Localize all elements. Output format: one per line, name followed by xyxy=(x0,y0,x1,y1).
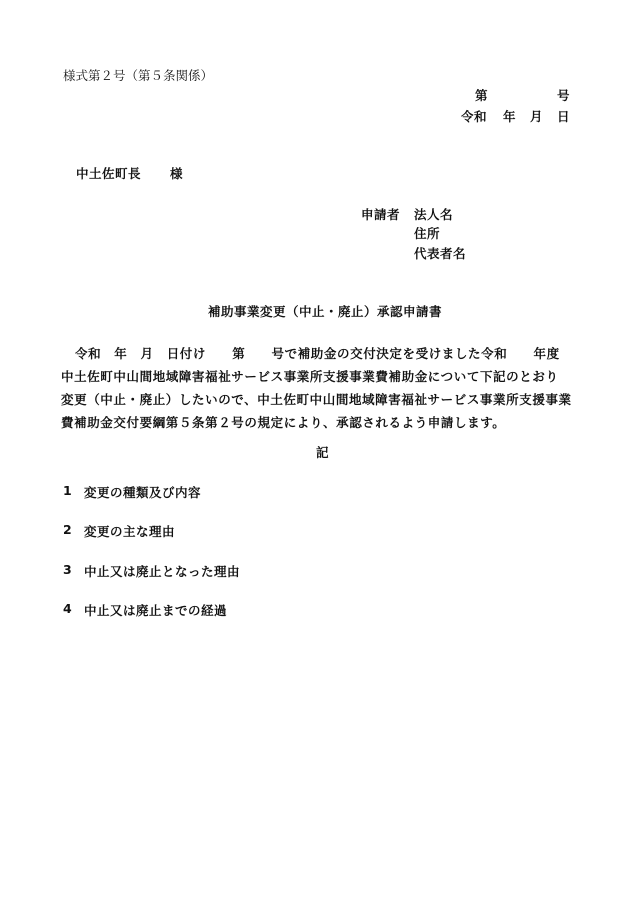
address-label: 住所 xyxy=(414,226,441,241)
doc-number-suffix: 号 xyxy=(557,88,571,103)
body-paragraph xyxy=(61,342,581,434)
date-era: 令和 xyxy=(461,109,488,124)
corp-name-label: 法人名 xyxy=(414,207,454,222)
date-year: 年 xyxy=(503,109,517,124)
addressee-honorific: 様 xyxy=(170,166,184,181)
item-number: 2 xyxy=(63,522,73,537)
applicant-label: 申請者 xyxy=(361,207,401,222)
item-text: 変更の主な理由 xyxy=(84,524,176,539)
body-line: 費補助金交付要綱第５条第２号の規定により、承認されるよう申請します。 xyxy=(61,415,506,430)
addressee-name: 中土佐町長 xyxy=(76,166,142,181)
item-number: 1 xyxy=(63,483,73,498)
date-month: 月 xyxy=(530,109,544,124)
body-line: 中土佐町中山間地域障害福祉サービス事業所支援事業費補助金について下記のとおり xyxy=(61,369,559,384)
document-title: 補助事業変更（中止・廃止）承認申請書 xyxy=(208,304,443,319)
item-text: 変更の種類及び内容 xyxy=(84,485,202,500)
item-number: 3 xyxy=(63,562,73,577)
ki-heading: 記 xyxy=(316,445,330,460)
item-number: 4 xyxy=(63,601,73,616)
date-day: 日 xyxy=(557,109,571,124)
item-text: 中止又は廃止までの経過 xyxy=(84,603,228,618)
representative-label: 代表者名 xyxy=(414,246,467,261)
form-number: 様式第２号（第５条関係） xyxy=(63,68,214,83)
item-text: 中止又は廃止となった理由 xyxy=(84,564,241,579)
body-line: 変更（中止・廃止）したいので、中土佐町中山間地域障害福祉サービス事業所支援事業 xyxy=(61,392,572,407)
body-line: 令和 年 月 日付け 第 号で補助金の交付決定を受けました令和 年度 xyxy=(75,346,560,361)
doc-number-prefix: 第 xyxy=(475,88,489,103)
